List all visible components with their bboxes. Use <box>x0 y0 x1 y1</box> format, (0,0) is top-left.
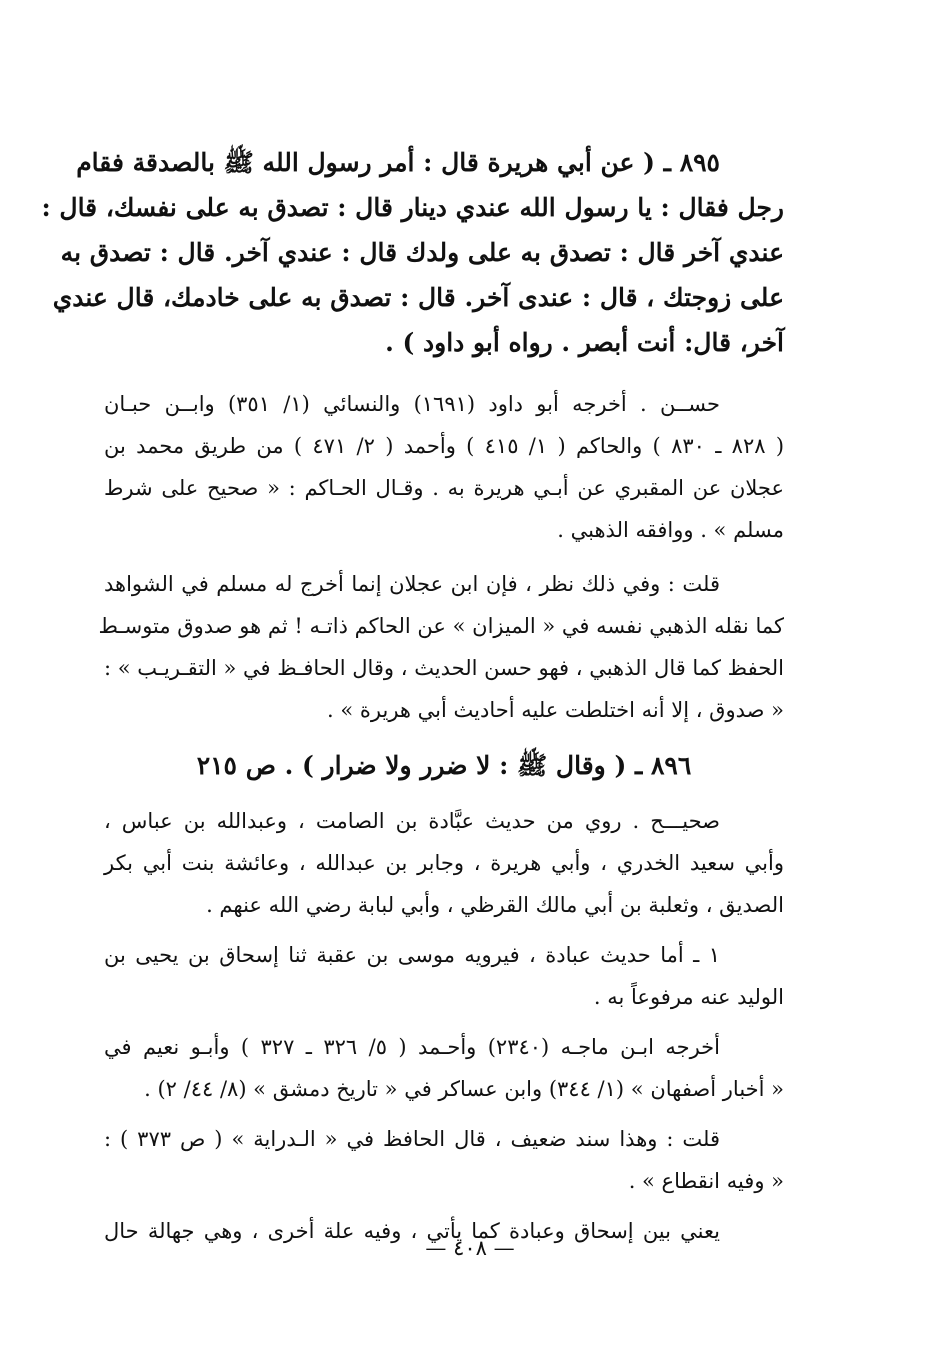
item-1-note <box>104 1118 784 1202</box>
text-line: ١ ـ أما حديث عبادة ، فيرويه موسى بن عقبة ثنا إسحاق بن يحيى بن <box>104 943 720 967</box>
text-line: ٨٩٥ ـ ( عن أبي هريرة قال : أمر رسول الله ﷺ بالصدقة فقام <box>76 148 720 177</box>
text-line: « صدوق ، إلا أنه اختلطت عليه أحاديث أبي هريرة » . <box>327 698 784 722</box>
page-content <box>41 140 785 1252</box>
text-line: « وفيه انقطاع » . <box>628 1169 784 1193</box>
hadith-895 <box>41 140 784 365</box>
text-line: رجل فقال : يا رسول الله عندي دينار قال : تصدق به على نفسك، قال : <box>41 193 784 222</box>
text-line: صحيـــح . روي من حديث عبَّادة بن الصامت ، وعبدالله بن عباس ، <box>104 809 720 833</box>
takhrij-895 <box>104 383 784 551</box>
text-line: الصديق ، وثعلبة بن أبي مالك القرظي ، وأبي لبابة رضي الله عنهم . <box>206 893 784 917</box>
text-line: قلت : وهذا سند ضعيف ، قال الحافظ في « الـدراية » ( ص ٣٧٣ ) : <box>104 1127 720 1151</box>
text-line: آخر، قال: أنت أبصر . رواه أبو داود ) . <box>385 328 784 357</box>
item-1 <box>104 934 784 1018</box>
text-line: الحفظ كما قال الذهبي ، فهو حسن الحديث ، وقال الحافـظ في « التقـريـب » : <box>104 656 784 680</box>
note-895 <box>98 563 784 731</box>
text-line: يعني بين إسحاق وعبادة كما يأتي ، وفيه علة أخرى ، وهي جهالة حال <box>104 1219 720 1243</box>
item-1-takhrij <box>104 1026 784 1110</box>
text-line: مسلم » . ووافقه الذهبي . <box>557 518 784 542</box>
text-line: حســن . أخرجه أبو داود (١٦٩١) والنسائي (١/ ٣٥١) وابــن حبـان <box>104 392 720 416</box>
text-line: وأبي سعيد الخدري ، وأبي هريرة ، وجابر بن عبدالله ، وعائشة بنت أبي بكر <box>104 851 784 875</box>
text-line: الوليد عنه مرفوعاً به . <box>593 985 784 1009</box>
text-line: عجلان عن المقبري عن أبـي هريرة به . وقـال الحـاكم : « صحيح على شرط <box>104 476 784 500</box>
text-line: ٨٩٦ ـ ( وقال ﷺ : لا ضرر ولا ضرار ) . ص ٢١٥ <box>196 751 692 780</box>
text-line: ( ٨٢٨ ـ ٨٣٠ ) والحاكم ( ١/ ٤١٥ ) وأحمد ( ٢/ ٤٧١ ) من طريق محمد بن <box>104 434 785 458</box>
text-line: أخرجه ابـن ماجـه (٢٣٤٠) وأحـمد ( ٥/ ٣٢٦ ـ ٣٢٧ ) وأبـو نعيم في <box>104 1035 720 1059</box>
takhrij-896 <box>104 800 784 926</box>
text-line: قلت : وفي ذلك نظر ، فإن ابن عجلان إنما أخرج له مسلم في الشواهد <box>104 572 720 596</box>
text-line: كما نقله الذهبي نفسه في « الميزان » عن الحاكم ذاتـه ! ثم هو صدوق متوسـط <box>98 614 784 638</box>
hadith-896 <box>104 743 784 788</box>
page-number: — ٤٠٨ — <box>425 1236 515 1260</box>
text-line: « أخبار أصفهان » (١/ ٣٤٤) وابن عساكر في « تاريخ دمشق » (٨/ ٤٤/ ٢) . <box>144 1077 784 1101</box>
text-line: على زوجتك ، قال : عندى آخر. قال : تصدق به على خادمك، قال عندي <box>52 283 784 312</box>
text-line: عندي آخر قال : تصدق به على ولدك قال : عندي آخر. قال : تصدق به <box>60 238 784 267</box>
